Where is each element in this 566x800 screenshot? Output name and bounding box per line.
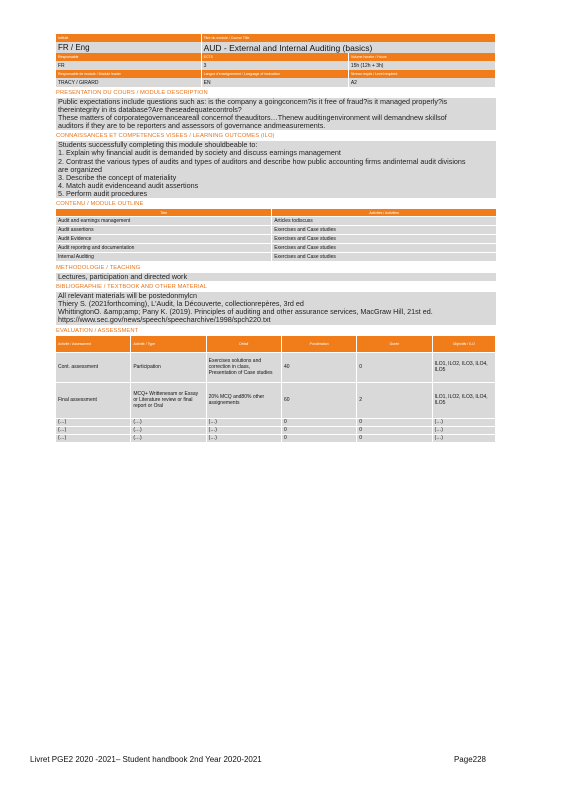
section-title-teaching: METHODOLOGIE / TEACHING: [56, 265, 141, 272]
eval-header: Détail: [206, 336, 281, 353]
section-title-textbook: BIBLIOGRAPHIE / TEXTBOOK AND OTHER MATERIAL: [56, 284, 207, 291]
outline-topic: Audit Evidence: [56, 235, 272, 244]
course-title: AUD - External and Internal Auditing (basics): [201, 42, 495, 53]
teaching-block: [56, 273, 496, 281]
table-row: [56, 217, 496, 226]
ilo-line: 3. Describe the concept of materiality: [58, 173, 177, 182]
eval-header: Objectifs / ILO: [432, 336, 495, 353]
table-row: [56, 418, 496, 426]
ilo-line: 1. Explain why financial audit is demanded by society and discuss earnings management: [58, 149, 341, 158]
header-value: FR / Eng: [56, 42, 201, 53]
eval-cell: 40: [281, 352, 356, 382]
eval-cell: Cont. assessment: [56, 352, 131, 382]
ilo-line: are organized: [58, 165, 102, 174]
eval-cell: 20% MCQ and80% other assignements: [206, 382, 281, 418]
footer-text: Livret PGE2 2020 -2021– Student handbook 2nd Year 2020-2021: [30, 755, 262, 764]
eval-cell: (…): [206, 434, 281, 442]
textbook-link[interactable]: https://www.sec.gov/news/speech/speecharchive/1998/spch220.txt: [58, 316, 271, 325]
outline-topic: Internal Auditing: [56, 253, 272, 262]
section-title-evaluation: EVALUATION / ASSESSMENT: [56, 327, 139, 334]
ilo-line: 4. Match audit evidenceand audit assertions: [58, 181, 199, 190]
eval-cell: 0: [357, 434, 432, 442]
eval-cell: 0: [281, 426, 356, 434]
eval-cell: (…): [432, 418, 495, 426]
language-value: EN: [201, 78, 348, 87]
section-title-ilo: CONNAISSANCES ET COMPETENCES VISEES / LEARNING OUTCOMES (ILO): [56, 133, 275, 140]
header-label: ECTS: [201, 53, 348, 61]
eval-cell: (…): [206, 426, 281, 434]
ilo-line: Students successfully completing this module shouldbeable to:: [58, 141, 258, 150]
outline-topic: Audit assertions: [56, 226, 272, 235]
header-label: Titre du module / Course Title: [201, 34, 495, 42]
course-header-table: [56, 34, 496, 87]
eval-cell: 0: [281, 434, 356, 442]
description-line: auditors if they are to be reporters and assessors of governance andmeasurements.: [58, 122, 326, 131]
table-row: [56, 434, 496, 442]
outline-activity: Exercises and Case studies: [272, 253, 496, 262]
outline-activity: Exercises and Case studies: [272, 226, 496, 235]
eval-cell: (…): [131, 434, 206, 442]
ilo-line: 5. Perform audit procedures: [58, 189, 148, 198]
eval-cell: Participation: [131, 352, 206, 382]
textbook-line: WhittingtonO. &amp;amp; Pany K. (2019). Principles of auditing and other assurance services, MacGraw Hill, 21st ed.: [58, 308, 433, 317]
evaluation-table: [56, 336, 496, 443]
ects-value: 3: [201, 61, 348, 70]
eval-cell: (…): [131, 418, 206, 426]
page-number: Page228: [453, 755, 486, 764]
eval-header: Activité / Type: [131, 336, 206, 353]
eval-cell: 0: [281, 418, 356, 426]
outline-topic: Audit reporting and documentation: [56, 244, 272, 253]
header-label: Niveau requis / Level required: [348, 70, 495, 78]
section-title-outline: CONTENU / MODULE OUTLINE: [56, 201, 144, 208]
eval-cell: 0: [357, 352, 432, 382]
description-block: [56, 98, 496, 130]
description-line: Public expectations include questions such as: is the company a goingconcern?is it free of fraud?is it managed properly?is: [58, 98, 448, 106]
outline-header: Activités / Activities: [272, 209, 496, 217]
header-label: Responsable: [56, 53, 201, 61]
eval-cell: 0: [357, 418, 432, 426]
table-row: [56, 352, 496, 382]
eval-cell: ILO1, ILO2, ILO3, ILO4, ILO5: [432, 382, 495, 418]
eval-cell: (…): [131, 426, 206, 434]
eval-cell: (…): [432, 434, 495, 442]
module-leader: TRACY / GIRARD: [56, 78, 201, 87]
textbook-line: All relevant materials will be postedonmylcn: [58, 292, 198, 301]
course-sheet: [56, 34, 496, 443]
table-row: [56, 235, 496, 244]
eval-cell: (…): [56, 434, 131, 442]
header-label: Volume horaire / Hours: [348, 53, 495, 61]
textbook-block: [56, 292, 496, 324]
outline-activity: Articles todiscuss: [272, 217, 496, 226]
page-footer: [30, 755, 486, 764]
outline-header: Titre: [56, 209, 272, 217]
eval-header: Activité / Assessment: [56, 336, 131, 353]
eval-cell: (…): [206, 418, 281, 426]
description-line: thereintegrity in its database?Are theseadequatecontrols?: [58, 106, 242, 115]
eval-cell: Exercises solutions and correction in class, Presentation of Case studies: [206, 352, 281, 382]
eval-cell: (…): [56, 418, 131, 426]
header-label: Langue d'enseignement / Language of instruction: [201, 70, 348, 78]
level-value: A2: [348, 78, 495, 87]
eval-cell: (…): [432, 426, 495, 434]
table-row: [56, 426, 496, 434]
textbook-line: Thiery S. (2021forthcoming), L'Audit, la Découverte, collectionrepères, 3rd ed: [58, 300, 304, 309]
eval-header: Durée: [357, 336, 432, 353]
eval-cell: Final assessment: [56, 382, 131, 418]
ilo-block: [56, 141, 496, 198]
eval-cell: (…): [56, 426, 131, 434]
section-title-description: PRESENTATION DU COURS / MODULE DESCRIPTION: [56, 90, 208, 96]
eval-header: Pondération: [281, 336, 356, 353]
header-label: Intitulé: [56, 34, 201, 42]
ilo-line: 2. Contrast the various types of audits and types of auditors and describe how public accounting firms andinternal audit divisions: [58, 157, 466, 166]
outline-topic: Audit and earnings management: [56, 217, 272, 226]
outline-activity: Exercises and Case studies: [272, 244, 496, 253]
eval-cell: MCQ+ Writtenexam or Essay or Literature review or final report or Oral: [131, 382, 206, 418]
eval-cell: ILO1, ILO2, ILO3, ILO4, ILO5: [432, 352, 495, 382]
outline-activity: Exercises and Case studies: [272, 235, 496, 244]
eval-cell: 60: [281, 382, 356, 418]
hours-value: 15h (12h + 3h): [348, 61, 495, 70]
header-value: FR: [56, 61, 201, 70]
table-row: [56, 226, 496, 235]
header-label: Responsable de module / Module leader: [56, 70, 201, 78]
outline-table: [56, 209, 496, 262]
eval-cell: 0: [357, 426, 432, 434]
description-line: These matters of corporategovernanceareall concernof theauditors…Thenew auditingenvironment will demandnew skillsof: [58, 114, 447, 123]
eval-cell: 2: [357, 382, 432, 418]
table-row: [56, 253, 496, 262]
table-row: [56, 382, 496, 418]
table-row: [56, 244, 496, 253]
teaching-text: Lectures, participation and directed work: [58, 273, 188, 282]
